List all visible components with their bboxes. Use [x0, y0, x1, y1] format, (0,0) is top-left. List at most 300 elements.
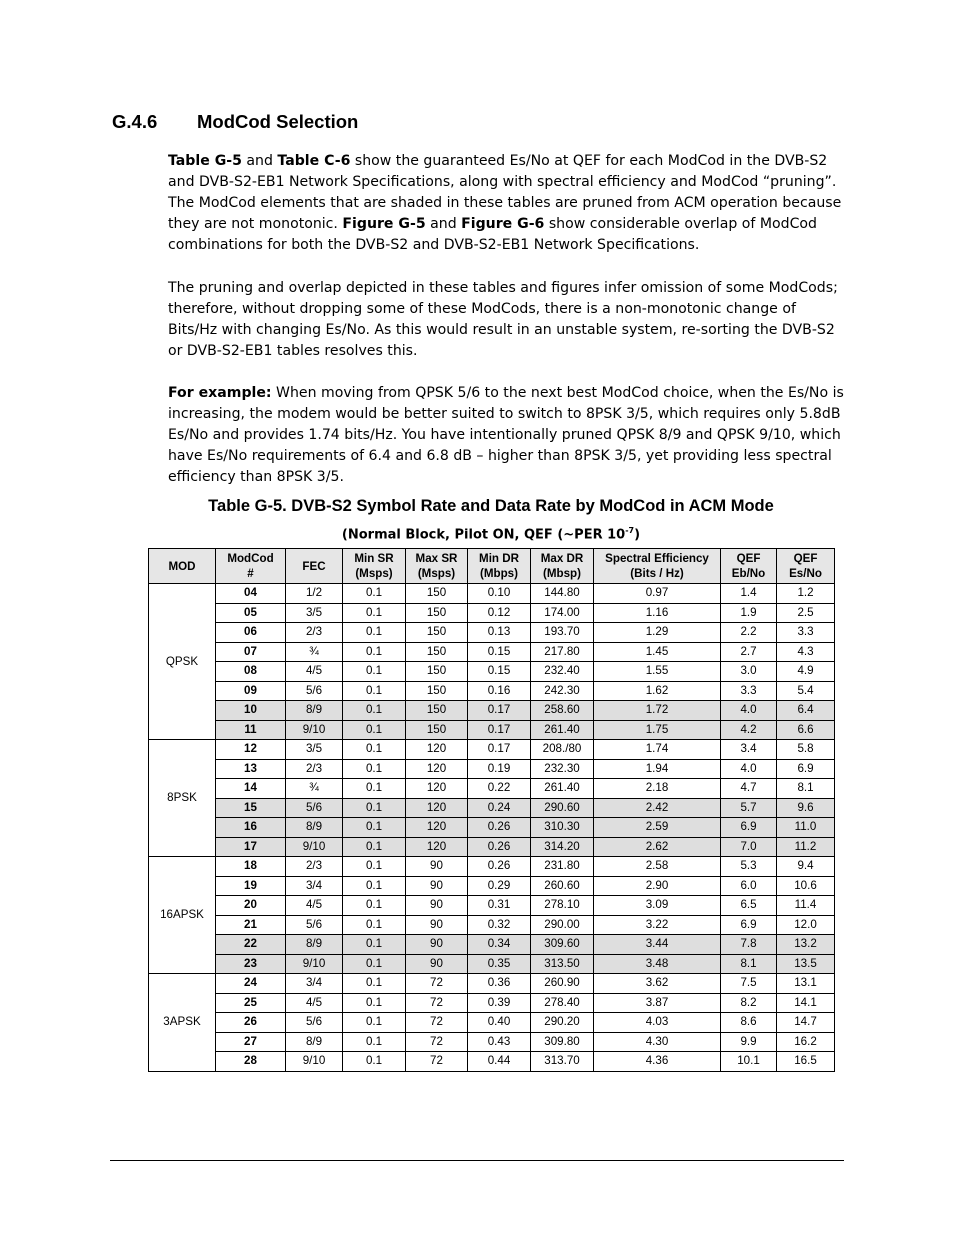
qef-esno-cell: 14.7 [777, 1013, 835, 1033]
min-dr-cell: 0.35 [468, 954, 531, 974]
table-row [149, 681, 835, 701]
max-sr-cell: 150 [406, 584, 468, 604]
min-sr-cell: 0.1 [343, 974, 406, 994]
qef-esno-cell: 1.2 [777, 584, 835, 604]
fec-cell: 2/3 [286, 623, 343, 643]
min-dr-cell: 0.12 [468, 603, 531, 623]
fec-cell: 3/5 [286, 740, 343, 760]
fec-cell: 5/6 [286, 915, 343, 935]
header-text: Eb/No [731, 567, 766, 580]
max-dr-cell: 310.30 [531, 818, 594, 838]
header-text: Min SR [354, 552, 394, 565]
max-dr-cell: 242.30 [531, 681, 594, 701]
qef-esno-cell: 11.2 [777, 837, 835, 857]
qef-esno-cell: 16.5 [777, 1052, 835, 1072]
spectral-efficiency-cell: 2.59 [594, 818, 721, 838]
table-row [149, 701, 835, 721]
min-dr-cell: 0.43 [468, 1032, 531, 1052]
qef-ebno-cell: 4.0 [721, 759, 777, 779]
min-dr-cell: 0.32 [468, 915, 531, 935]
modcod-number-cell: 17 [216, 837, 286, 857]
qef-ebno-cell: 4.7 [721, 779, 777, 799]
qef-esno-cell: 12.0 [777, 915, 835, 935]
spectral-efficiency-cell: 3.09 [594, 896, 721, 916]
min-sr-cell: 0.1 [343, 993, 406, 1013]
max-dr-cell: 260.90 [531, 974, 594, 994]
qef-esno-cell: 11.0 [777, 818, 835, 838]
max-sr-cell: 120 [406, 818, 468, 838]
spectral-efficiency-cell: 1.94 [594, 759, 721, 779]
max-sr-cell: 90 [406, 954, 468, 974]
qef-ebno-cell: 4.0 [721, 701, 777, 721]
min-dr-cell: 0.31 [468, 896, 531, 916]
table-row [149, 993, 835, 1013]
column-header [468, 549, 531, 584]
max-dr-cell: 314.20 [531, 837, 594, 857]
spectral-efficiency-cell: 4.03 [594, 1013, 721, 1033]
table-row [149, 1013, 835, 1033]
header-text: MOD [168, 559, 196, 573]
mod-group-cell: 3APSK [149, 974, 216, 1072]
max-sr-cell: 90 [406, 876, 468, 896]
max-sr-cell: 120 [406, 759, 468, 779]
modcod-number-cell: 27 [216, 1032, 286, 1052]
example-text: When moving from QPSK 5/6 to the next best ModCod choice, when the Es/No is increasing, the modem would be better suited to switch to 8PSK 3/5, which requires only 5.8dB Es/No and provides 1.74 bits/Hz. You have intentionally pruned QPSK 8/9 and QPSK 9/10, which have Es/No requirements of 6.4 and 6.8 dB – higher than 8PSK 3/5, yet providing less spectral efficiency than 8PSK 3/5. [168, 385, 844, 485]
fec-cell: 3/4 [286, 974, 343, 994]
max-dr-cell: 278.10 [531, 896, 594, 916]
qef-esno-cell: 10.6 [777, 876, 835, 896]
fec-cell: 9/10 [286, 954, 343, 974]
spectral-efficiency-cell: 2.42 [594, 798, 721, 818]
text-run: show the guaranteed Es/No at QEF for each ModCod in the DVB-S2 and DVB-S2-EB1 Network Specifications, along with spectral efficiency and ModCod “pruning”. The ModCod elements that are shaded in these tables are pruned from ACM operation because they are not monotonic. [168, 153, 842, 232]
qef-esno-cell: 5.8 [777, 740, 835, 760]
fec-cell: 9/10 [286, 837, 343, 857]
spectral-efficiency-cell: 2.18 [594, 779, 721, 799]
table-row [149, 720, 835, 740]
header-text: # [247, 567, 254, 580]
modcod-number-cell: 15 [216, 798, 286, 818]
fec-cell: 4/5 [286, 993, 343, 1013]
spectral-efficiency-cell: 1.29 [594, 623, 721, 643]
max-sr-cell: 150 [406, 603, 468, 623]
spectral-efficiency-cell: 1.16 [594, 603, 721, 623]
paragraph-example [168, 383, 848, 488]
fec-cell: 2/3 [286, 857, 343, 877]
paragraph-pruning: The pruning and overlap depicted in these tables and figures infer omission of some ModCods; therefore, without dropping some of these ModCods, there is a non-monotonic change of Bits/Hz with changing Es/No. As this would result in an unstable system, re-sorting the DVB-S2 or DVB-S2-EB1 tables resolves this. [168, 280, 838, 359]
spectral-efficiency-cell: 3.48 [594, 954, 721, 974]
qef-esno-cell: 13.1 [777, 974, 835, 994]
table-row [149, 623, 835, 643]
modcod-number-cell: 05 [216, 603, 286, 623]
table-row [149, 837, 835, 857]
table-caption: Table G-5. DVB-S2 Symbol Rate and Data Rate by ModCod in ACM Mode [208, 497, 774, 515]
table-subtitle [148, 526, 834, 542]
qef-ebno-cell: 5.3 [721, 857, 777, 877]
header-text: QEF [793, 552, 818, 565]
max-sr-cell: 72 [406, 1032, 468, 1052]
table-row [149, 798, 835, 818]
qef-ebno-cell: 9.9 [721, 1032, 777, 1052]
modcod-number-cell: 10 [216, 701, 286, 721]
qef-ebno-cell: 1.9 [721, 603, 777, 623]
qef-esno-cell: 9.4 [777, 857, 835, 877]
max-dr-cell: 231.80 [531, 857, 594, 877]
max-dr-cell: 193.70 [531, 623, 594, 643]
header-text: Min DR [479, 552, 519, 565]
table-row [149, 896, 835, 916]
fec-cell: 8/9 [286, 701, 343, 721]
max-sr-cell: 150 [406, 720, 468, 740]
min-sr-cell: 0.1 [343, 954, 406, 974]
spectral-efficiency-cell: 1.72 [594, 701, 721, 721]
fec-cell: 1/2 [286, 584, 343, 604]
fec-cell: 8/9 [286, 935, 343, 955]
min-dr-cell: 0.40 [468, 1013, 531, 1033]
min-sr-cell: 0.1 [343, 818, 406, 838]
column-header [216, 549, 286, 584]
max-sr-cell: 90 [406, 857, 468, 877]
max-dr-cell: 313.50 [531, 954, 594, 974]
text-run: and [425, 216, 462, 232]
section-heading [112, 111, 358, 133]
modcod-number-cell: 12 [216, 740, 286, 760]
header-text: Es/No [789, 567, 822, 580]
modcod-number-cell: 07 [216, 642, 286, 662]
table-header-row [149, 549, 835, 584]
spectral-efficiency-cell: 1.62 [594, 681, 721, 701]
modcod-number-cell: 18 [216, 857, 286, 877]
figure-g6-ref[interactable]: Figure G-6 [461, 216, 545, 232]
column-header [531, 549, 594, 584]
min-sr-cell: 0.1 [343, 740, 406, 760]
modcod-number-cell: 09 [216, 681, 286, 701]
fec-cell: 9/10 [286, 720, 343, 740]
max-dr-cell: 260.60 [531, 876, 594, 896]
subtitle-exponent: -7 [625, 526, 635, 535]
fec-cell: 3/4 [286, 876, 343, 896]
table-row [149, 935, 835, 955]
min-sr-cell: 0.1 [343, 642, 406, 662]
min-sr-cell: 0.1 [343, 1013, 406, 1033]
table-body [149, 584, 835, 1072]
table-c6-ref[interactable]: Table C-6 [277, 153, 351, 169]
max-sr-cell: 120 [406, 779, 468, 799]
spectral-efficiency-cell: 4.36 [594, 1052, 721, 1072]
max-dr-cell: 261.40 [531, 720, 594, 740]
column-header [777, 549, 835, 584]
fec-cell: 5/6 [286, 1013, 343, 1033]
qef-esno-cell: 4.3 [777, 642, 835, 662]
qef-ebno-cell: 7.5 [721, 974, 777, 994]
table-row [149, 779, 835, 799]
fec-cell: ¾ [286, 779, 343, 799]
table-row [149, 876, 835, 896]
min-dr-cell: 0.10 [468, 584, 531, 604]
min-dr-cell: 0.15 [468, 662, 531, 682]
qef-ebno-cell: 6.5 [721, 896, 777, 916]
min-sr-cell: 0.1 [343, 1052, 406, 1072]
fec-cell: 8/9 [286, 1032, 343, 1052]
table-row [149, 915, 835, 935]
spectral-efficiency-cell: 2.62 [594, 837, 721, 857]
max-sr-cell: 150 [406, 681, 468, 701]
max-dr-cell: 313.70 [531, 1052, 594, 1072]
text-run: show considerable overlap of ModCod combinations for both the DVB-S2 and DVB-S2-EB1 Network Specifications. [168, 216, 817, 253]
min-sr-cell: 0.1 [343, 662, 406, 682]
qef-esno-cell: 13.5 [777, 954, 835, 974]
max-sr-cell: 120 [406, 740, 468, 760]
max-dr-cell: 309.60 [531, 935, 594, 955]
min-sr-cell: 0.1 [343, 623, 406, 643]
qef-ebno-cell: 2.7 [721, 642, 777, 662]
fec-cell: 3/5 [286, 603, 343, 623]
table-row [149, 759, 835, 779]
qef-esno-cell: 9.6 [777, 798, 835, 818]
fec-cell: ¾ [286, 642, 343, 662]
qef-ebno-cell: 5.7 [721, 798, 777, 818]
min-dr-cell: 0.17 [468, 701, 531, 721]
max-sr-cell: 150 [406, 642, 468, 662]
max-dr-cell: 309.80 [531, 1032, 594, 1052]
min-sr-cell: 0.1 [343, 779, 406, 799]
min-dr-cell: 0.13 [468, 623, 531, 643]
column-header [721, 549, 777, 584]
subtitle-text: (Normal Block, Pilot ON, QEF (~PER 10 [341, 527, 626, 543]
header-text: (Mbsp) [543, 567, 581, 580]
header-text: (Msps) [417, 567, 456, 580]
spectral-efficiency-cell: 4.30 [594, 1032, 721, 1052]
qef-esno-cell: 16.2 [777, 1032, 835, 1052]
fec-cell: 8/9 [286, 818, 343, 838]
min-sr-cell: 0.1 [343, 857, 406, 877]
modcod-number-cell: 04 [216, 584, 286, 604]
modcod-number-cell: 13 [216, 759, 286, 779]
max-sr-cell: 150 [406, 701, 468, 721]
mod-group-cell: 16APSK [149, 857, 216, 974]
table-row [149, 603, 835, 623]
max-sr-cell: 72 [406, 974, 468, 994]
table-row [149, 642, 835, 662]
table-row [149, 954, 835, 974]
footer-rule [110, 1160, 844, 1161]
qef-ebno-cell: 3.4 [721, 740, 777, 760]
qef-esno-cell: 14.1 [777, 993, 835, 1013]
qef-esno-cell: 6.6 [777, 720, 835, 740]
max-dr-cell: 258.60 [531, 701, 594, 721]
table-row [149, 857, 835, 877]
spectral-efficiency-cell: 1.74 [594, 740, 721, 760]
max-sr-cell: 90 [406, 915, 468, 935]
max-sr-cell: 150 [406, 623, 468, 643]
qef-esno-cell: 6.9 [777, 759, 835, 779]
spectral-efficiency-cell: 1.75 [594, 720, 721, 740]
min-dr-cell: 0.19 [468, 759, 531, 779]
min-dr-cell: 0.26 [468, 837, 531, 857]
max-dr-cell: 290.00 [531, 915, 594, 935]
spectral-efficiency-cell: 3.22 [594, 915, 721, 935]
min-dr-cell: 0.39 [468, 993, 531, 1013]
modcod-number-cell: 28 [216, 1052, 286, 1072]
header-text: FEC [302, 559, 326, 573]
max-dr-cell: 174.00 [531, 603, 594, 623]
spectral-efficiency-cell: 1.45 [594, 642, 721, 662]
max-dr-cell: 208./80 [531, 740, 594, 760]
max-sr-cell: 90 [406, 896, 468, 916]
min-sr-cell: 0.1 [343, 701, 406, 721]
fec-cell: 9/10 [286, 1052, 343, 1072]
fec-cell: 4/5 [286, 662, 343, 682]
max-dr-cell: 232.30 [531, 759, 594, 779]
qef-esno-cell: 13.2 [777, 935, 835, 955]
modcod-number-cell: 21 [216, 915, 286, 935]
section-title: ModCod Selection [197, 111, 359, 132]
spectral-efficiency-cell: 2.58 [594, 857, 721, 877]
qef-esno-cell: 2.5 [777, 603, 835, 623]
min-dr-cell: 0.44 [468, 1052, 531, 1072]
max-sr-cell: 90 [406, 935, 468, 955]
modcod-table [148, 548, 835, 1072]
qef-ebno-cell: 8.6 [721, 1013, 777, 1033]
qef-ebno-cell: 7.0 [721, 837, 777, 857]
qef-ebno-cell: 1.4 [721, 584, 777, 604]
qef-ebno-cell: 7.8 [721, 935, 777, 955]
modcod-number-cell: 06 [216, 623, 286, 643]
spectral-efficiency-cell: 3.62 [594, 974, 721, 994]
min-sr-cell: 0.1 [343, 798, 406, 818]
min-sr-cell: 0.1 [343, 584, 406, 604]
qef-esno-cell: 11.4 [777, 896, 835, 916]
modcod-number-cell: 20 [216, 896, 286, 916]
qef-ebno-cell: 8.2 [721, 993, 777, 1013]
table-row [149, 974, 835, 994]
min-dr-cell: 0.17 [468, 720, 531, 740]
min-sr-cell: 0.1 [343, 603, 406, 623]
subtitle-close: ) [634, 527, 641, 543]
qef-esno-cell: 4.9 [777, 662, 835, 682]
min-sr-cell: 0.1 [343, 720, 406, 740]
min-dr-cell: 0.36 [468, 974, 531, 994]
spectral-efficiency-cell: 1.55 [594, 662, 721, 682]
max-dr-cell: 144.80 [531, 584, 594, 604]
min-dr-cell: 0.22 [468, 779, 531, 799]
min-dr-cell: 0.16 [468, 681, 531, 701]
qef-ebno-cell: 6.9 [721, 915, 777, 935]
modcod-number-cell: 22 [216, 935, 286, 955]
qef-esno-cell: 3.3 [777, 623, 835, 643]
header-text: (Bits / Hz) [630, 567, 684, 580]
modcod-number-cell: 24 [216, 974, 286, 994]
qef-ebno-cell: 2.2 [721, 623, 777, 643]
column-header [149, 549, 216, 584]
min-sr-cell: 0.1 [343, 837, 406, 857]
modcod-number-cell: 23 [216, 954, 286, 974]
mod-group-cell: QPSK [149, 584, 216, 740]
fec-cell: 5/6 [286, 681, 343, 701]
column-header [286, 549, 343, 584]
max-dr-cell: 232.40 [531, 662, 594, 682]
spectral-efficiency-cell: 0.97 [594, 584, 721, 604]
example-lead: For example: [168, 385, 272, 401]
max-sr-cell: 150 [406, 662, 468, 682]
min-dr-cell: 0.15 [468, 642, 531, 662]
table-row [149, 818, 835, 838]
spectral-efficiency-cell: 3.87 [594, 993, 721, 1013]
table-row [149, 662, 835, 682]
min-sr-cell: 0.1 [343, 759, 406, 779]
min-sr-cell: 0.1 [343, 915, 406, 935]
modcod-number-cell: 16 [216, 818, 286, 838]
min-sr-cell: 0.1 [343, 1032, 406, 1052]
header-text: Spectral Efficiency [605, 552, 709, 565]
modcod-number-cell: 26 [216, 1013, 286, 1033]
min-sr-cell: 0.1 [343, 935, 406, 955]
qef-esno-cell: 5.4 [777, 681, 835, 701]
modcod-number-cell: 08 [216, 662, 286, 682]
qef-esno-cell: 6.4 [777, 701, 835, 721]
table-row [149, 584, 835, 604]
qef-ebno-cell: 6.0 [721, 876, 777, 896]
qef-ebno-cell: 6.9 [721, 818, 777, 838]
max-sr-cell: 120 [406, 837, 468, 857]
figure-g5-ref[interactable]: Figure G-5 [342, 216, 426, 232]
table-row [149, 740, 835, 760]
min-dr-cell: 0.26 [468, 818, 531, 838]
text-run: and [241, 153, 278, 169]
min-sr-cell: 0.1 [343, 896, 406, 916]
max-sr-cell: 72 [406, 993, 468, 1013]
max-dr-cell: 290.20 [531, 1013, 594, 1033]
spectral-efficiency-cell: 3.44 [594, 935, 721, 955]
fec-cell: 2/3 [286, 759, 343, 779]
mod-group-cell: 8PSK [149, 740, 216, 857]
fec-cell: 5/6 [286, 798, 343, 818]
modcod-number-cell: 14 [216, 779, 286, 799]
min-sr-cell: 0.1 [343, 681, 406, 701]
column-header [343, 549, 406, 584]
modcod-number-cell: 11 [216, 720, 286, 740]
column-header [406, 549, 468, 584]
modcod-number-cell: 19 [216, 876, 286, 896]
max-dr-cell: 261.40 [531, 779, 594, 799]
table-row [149, 1052, 835, 1072]
table-g5-ref[interactable]: Table G-5 [168, 153, 242, 169]
paragraph-intro [168, 151, 848, 256]
column-header [594, 549, 721, 584]
max-dr-cell: 217.80 [531, 642, 594, 662]
section-number: G.4.6 [112, 111, 158, 132]
table-row [149, 1032, 835, 1052]
header-text: QEF [736, 552, 761, 565]
min-sr-cell: 0.1 [343, 876, 406, 896]
qef-esno-cell: 8.1 [777, 779, 835, 799]
header-text: Max DR [540, 552, 584, 565]
qef-ebno-cell: 3.0 [721, 662, 777, 682]
fec-cell: 4/5 [286, 896, 343, 916]
header-text: ModCod [227, 552, 274, 565]
header-text: (Mbps) [480, 567, 518, 580]
min-dr-cell: 0.29 [468, 876, 531, 896]
header-text: (Msps) [355, 567, 393, 580]
min-dr-cell: 0.17 [468, 740, 531, 760]
min-dr-cell: 0.26 [468, 857, 531, 877]
max-dr-cell: 278.40 [531, 993, 594, 1013]
max-dr-cell: 290.60 [531, 798, 594, 818]
min-dr-cell: 0.34 [468, 935, 531, 955]
max-sr-cell: 72 [406, 1052, 468, 1072]
spectral-efficiency-cell: 2.90 [594, 876, 721, 896]
qef-ebno-cell: 8.1 [721, 954, 777, 974]
qef-ebno-cell: 10.1 [721, 1052, 777, 1072]
